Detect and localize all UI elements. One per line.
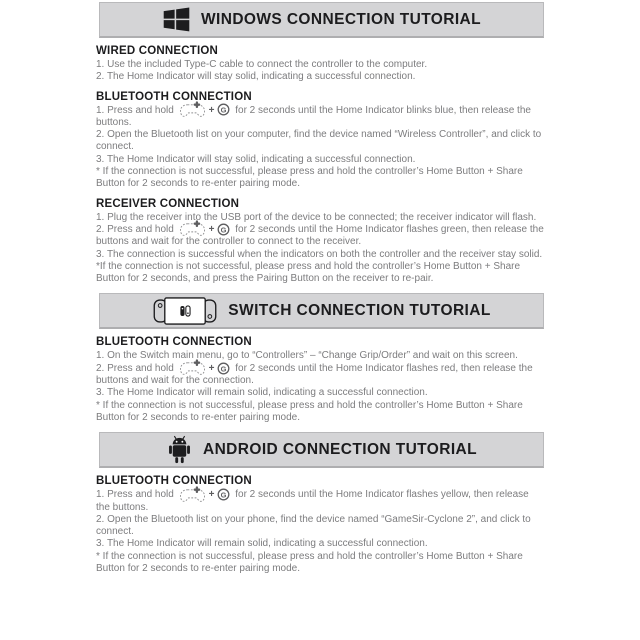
home-button-icon (217, 362, 230, 375)
wired-connection-heading: WIRED CONNECTION (96, 45, 219, 57)
windows-logo-icon (162, 5, 191, 34)
step-text: 1. Use the included Type-C cable to connect the controller to the computer. (96, 59, 428, 70)
switch-section (96, 336, 544, 424)
step-text (96, 105, 544, 130)
plus-sign: + (208, 223, 215, 235)
step-text: 3. The connection is successful when the indicators on both the controller and the receiver stay solid. (96, 248, 543, 260)
plus-sign: + (208, 104, 215, 116)
android-section (96, 475, 544, 575)
step-text: 1. Plug the receiver into the USB port of the device to be connected; the receiver indicator will flash. (96, 211, 537, 223)
step-text-post: for 2 seconds until the Home Indicator flashes yellow, then release the buttons. (96, 489, 529, 513)
windows-banner (99, 2, 544, 38)
step-text (96, 363, 544, 388)
bluetooth-connection-heading: BLUETOOTH CONNECTION (96, 90, 252, 103)
share-button-icon (179, 486, 206, 504)
bluetooth-connection-heading: BLUETOOTH CONNECTION (96, 475, 252, 488)
step-text-post: for 2 seconds until the Home Indicator flashes green, then release the buttons and wait for the controller to connect to the receiver. (96, 223, 544, 248)
switch-banner-title: SWITCH CONNECTION TUTORIAL (228, 301, 491, 319)
android-banner-title: ANDROID CONNECTION TUTORIAL (202, 440, 477, 458)
step-text: 3. The Home Indicator will remain solid, indicating a successful connection. (96, 387, 428, 399)
windows-section (96, 45, 544, 285)
switch-banner (99, 293, 544, 329)
note-text: * If the connection is not successful, please press and hold the controller’s Home Button + Share Button for 2 seconds to re-enter pairing mode. (96, 399, 523, 423)
step-text: 2. Open the Bluetooth list on your computer, find the device named “Wireless Controller”, and click to connect. (96, 129, 542, 153)
home-button-icon (217, 223, 230, 236)
step-text-pre: 1. Press and hold (96, 104, 174, 116)
plus-sign: + (208, 489, 215, 501)
note-text: *If the connection is not successful, please press and hold the controller’s Home Button + Share Button for 2 seconds, and press the Pairing Button on the receiver to re-pair. (96, 260, 521, 285)
android-banner (99, 432, 544, 468)
step-text: 2. The Home Indicator will stay solid, indicating a successful connection. (96, 71, 416, 83)
step-text-pre: 1. Press and hold (96, 489, 174, 501)
share-button-icon (179, 101, 206, 119)
home-button-icon (217, 488, 230, 501)
android-robot-icon (166, 435, 193, 465)
note-text: * If the connection is not successful, please press and hold the controller’s Home Button + Share Button for 2 seconds to re-enter pairing mode. (96, 550, 523, 575)
step-text-pre: 2. Press and hold (96, 362, 174, 374)
plus-sign: + (208, 362, 215, 374)
step-text-pre: 2. Press and hold (96, 223, 174, 235)
step-text (96, 224, 544, 249)
home-button-icon (217, 103, 230, 116)
note-text: * If the connection is not successful, please press and hold the controller’s Home Button + Share Button for 2 seconds to re-enter pairing mode. (96, 166, 523, 190)
bluetooth-connection-heading: BLUETOOTH CONNECTION (96, 336, 252, 349)
step-text (96, 489, 544, 514)
windows-banner-title: WINDOWS CONNECTION TUTORIAL (200, 10, 482, 28)
step-text-post: for 2 seconds until the Home Indicator blinks blue, then release the buttons. (96, 104, 531, 128)
step-text: 3. The Home Indicator will stay solid, indicating a successful connection. (96, 153, 416, 165)
receiver-connection-heading: RECEIVER CONNECTION (96, 197, 240, 210)
step-text: 2. Open the Bluetooth list on your phone, find the device named “GameSir-Cyclone 2”, and click to connect. (96, 513, 531, 538)
step-text: 3. The Home Indicator will remain solid, indicating a successful connection. (96, 538, 428, 550)
switch-console-icon (152, 295, 218, 327)
step-text: 1. On the Switch main menu, go to “Controllers” – “Change Grip/Order” and wait on this screen. (96, 350, 518, 362)
step-text-post: for 2 seconds until the Home Indicator flashes red, then release the buttons and wait for the connection. (96, 362, 533, 387)
